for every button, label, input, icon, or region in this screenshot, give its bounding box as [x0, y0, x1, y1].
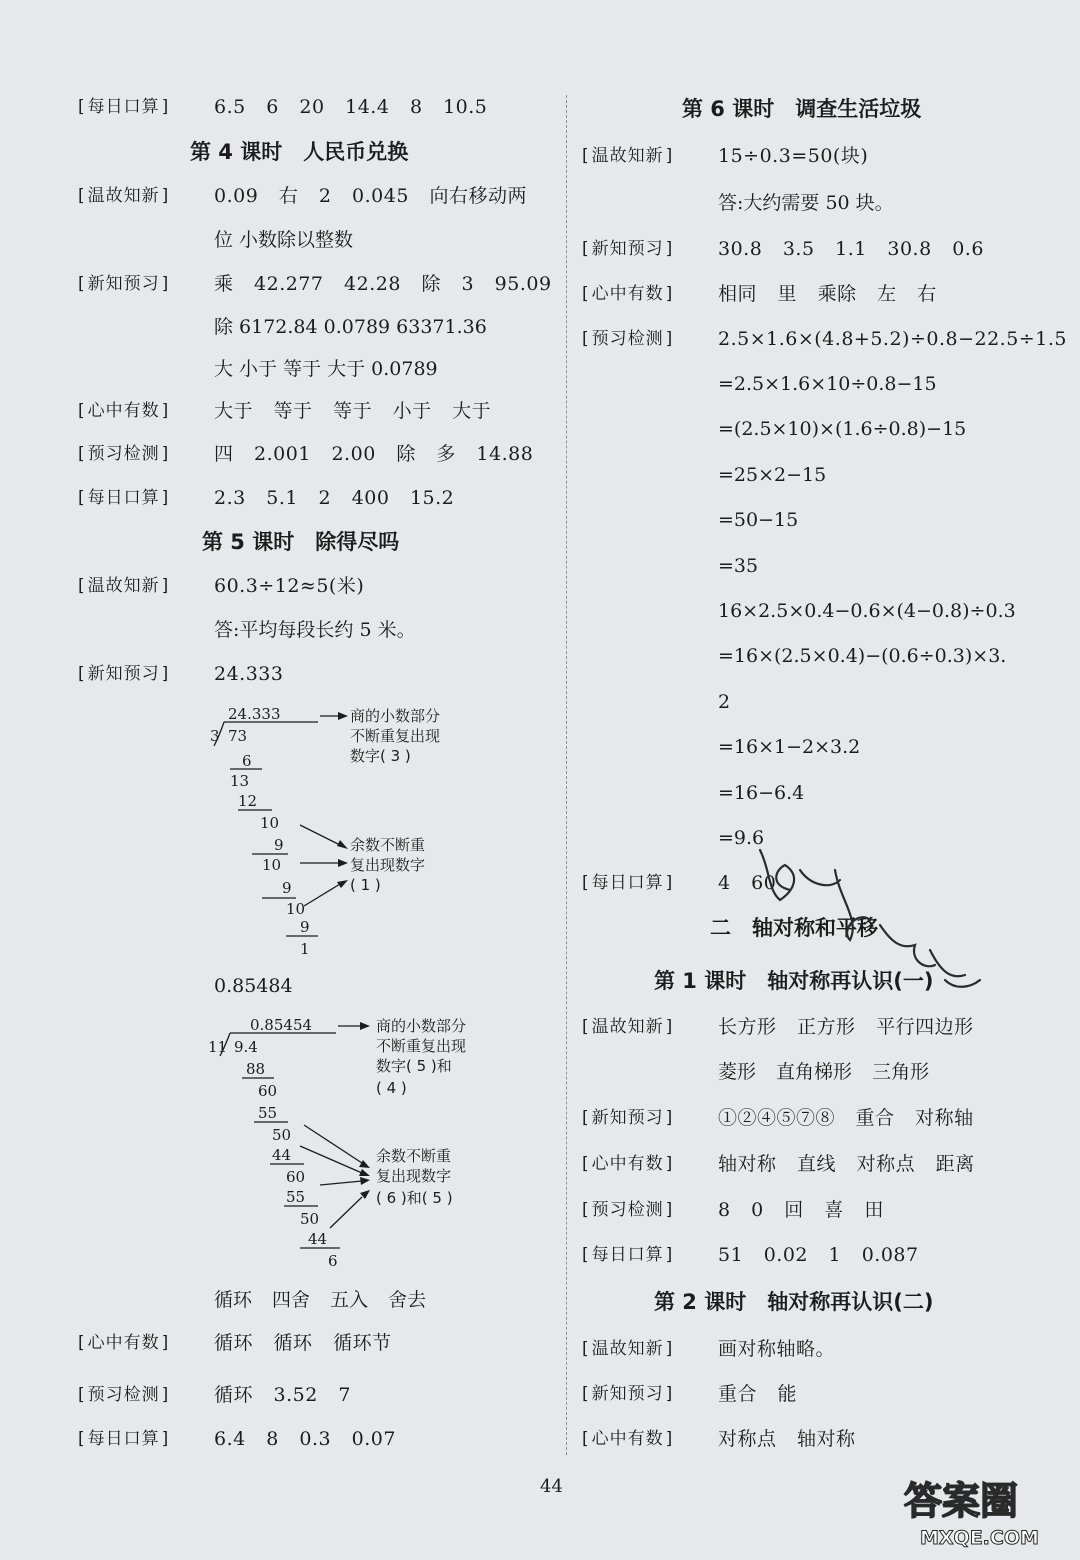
page-number: 44	[540, 1476, 563, 1497]
answer-values: 对称点 轴对称	[718, 1428, 856, 1450]
dividend: 73	[228, 727, 248, 745]
answer-values: 30.8 3.5 1.1 30.8 0.6	[718, 238, 984, 260]
calc-line: =35	[718, 555, 759, 577]
step-value: 13	[230, 772, 250, 790]
section-tag: [ 新知预习 ]	[582, 236, 673, 262]
section-tag: [ 预习检测 ]	[78, 1382, 169, 1408]
answer-line: 答:大约需要 50 块。	[718, 192, 894, 214]
answer-values: 四 2.001 2.00 除 多 14.88	[214, 443, 534, 465]
section-tag: [ 心中有数 ]	[582, 281, 673, 307]
answer-line: 菱形 直角梯形 三角形	[718, 1061, 930, 1083]
annotation-text: 数字( 3 )	[350, 747, 411, 765]
section-tag: [ 温故知新 ]	[582, 143, 673, 169]
section-tag: [ 预习检测 ]	[582, 1197, 673, 1223]
section-tag: [ 每日口算 ]	[78, 1426, 169, 1452]
step-value: 9	[274, 836, 284, 854]
annotation-text: 复出现数字	[376, 1167, 452, 1185]
section-tag: [ 预习检测 ]	[78, 441, 169, 467]
watermark-logo	[898, 1474, 1068, 1552]
section-tag: [ 温故知新 ]	[78, 573, 169, 599]
annotation-text: 不断重复出现	[376, 1037, 467, 1055]
answer-line: 循环 四舍 五入 舍去	[214, 1289, 427, 1311]
step-value: 55	[258, 1104, 278, 1122]
calc-line: 2	[718, 691, 731, 713]
annotation-text: ( 6 )和( 5 )	[376, 1189, 453, 1207]
annotation-text: 复出现数字	[350, 856, 426, 874]
step-value: 60	[286, 1168, 306, 1186]
answer-values: 51 0.02 1 0.087	[718, 1244, 919, 1266]
section-tag: [ 温故知新 ]	[78, 183, 169, 209]
section-tag: [ 预习检测 ]	[582, 326, 673, 352]
calc-line: 2.5×1.6×(4.8+5.2)÷0.8−22.5÷1.5	[718, 328, 1067, 350]
calc-line: =2.5×1.6×10÷0.8−15	[718, 373, 937, 395]
answer-values: 重合 能	[718, 1383, 798, 1405]
step-value: 10	[262, 856, 282, 874]
section-tag: [ 心中有数 ]	[78, 1330, 169, 1356]
step-value: 50	[300, 1210, 320, 1228]
step-value: 10	[286, 900, 306, 918]
lesson-title: 第 2 课时 轴对称再认识(二)	[654, 1290, 934, 1314]
answer-values: 轴对称 直线 对称点 距离	[718, 1153, 975, 1175]
annotation-text: 余数不断重	[376, 1147, 452, 1165]
step-value: 44	[272, 1146, 292, 1164]
step-value: 1	[300, 940, 310, 958]
annotation-text: 商的小数部分	[350, 707, 441, 725]
quotient: 0.85454	[250, 1016, 313, 1034]
answer-values: 循环 循环 循环节	[214, 1332, 392, 1354]
calc-line: =16×(2.5×0.4)−(0.6÷0.3)×3.	[718, 645, 1007, 667]
answer-values: 乘 42.277 42.28 除 3 95.09	[214, 273, 552, 295]
answer-values: 相同 里 乘除 左 右	[718, 283, 937, 305]
answer-values: 8 0 回 喜 田	[718, 1199, 884, 1221]
answer-values: 长方形 正方形 平行四边形	[718, 1016, 974, 1038]
section-tag: [ 每日口算 ]	[582, 1242, 673, 1268]
step-value: 6	[242, 752, 252, 770]
annotation-text: 商的小数部分	[376, 1017, 467, 1035]
section-tag: [ 新知预习 ]	[78, 661, 169, 687]
dividend: 9.4	[234, 1038, 258, 1056]
annotation-text: ( 4 )	[376, 1079, 407, 1097]
calc-line: 16×2.5×0.4−0.6×(4−0.8)÷0.3	[718, 600, 1016, 622]
step-value: 9	[282, 879, 292, 897]
calc-line: =9.6	[718, 827, 765, 849]
step-value: 50	[272, 1126, 292, 1144]
step-value: 12	[238, 792, 258, 810]
calc-line: =(2.5×10)×(1.6÷0.8)−15	[718, 418, 967, 440]
step-value: 6	[328, 1252, 338, 1270]
answer-values: ①②④⑤⑦⑧ 重合 对称轴	[718, 1107, 974, 1129]
annotation-text: ( 1 )	[350, 876, 381, 894]
column-divider	[566, 95, 567, 1455]
lesson-title: 第 6 课时 调查生活垃圾	[682, 97, 922, 121]
step-value: 44	[308, 1230, 328, 1248]
section-tag: [ 心中有数 ]	[582, 1426, 673, 1452]
answer-line: 除 6172.84 0.0789 63371.36	[214, 316, 487, 338]
answer-values: 6.5 6 20 14.4 8 10.5	[214, 96, 488, 118]
divisor: 11	[208, 1038, 228, 1056]
unit-title: 二 轴对称和平移	[710, 916, 878, 940]
long-division-diagram	[200, 1010, 520, 1275]
answer-values: 循环 3.52 7	[214, 1384, 351, 1406]
section-tag: [ 温故知新 ]	[582, 1014, 673, 1040]
answer-values: 24.333	[214, 663, 284, 685]
annotation-text: 数字( 5 )和	[376, 1057, 452, 1075]
answer-values: 2.3 5.1 2 400 15.2	[214, 487, 455, 509]
calc-line: =16−6.4	[718, 782, 805, 804]
answer-line: 位 小数除以整数	[214, 229, 354, 251]
calc-line: =16×1−2×3.2	[718, 736, 861, 758]
answer-values: 6.4 8 0.3 0.07	[214, 1428, 396, 1450]
calc-line: =25×2−15	[718, 464, 827, 486]
long-division-diagram	[200, 700, 500, 960]
handwriting-scribble	[740, 830, 1000, 1010]
section-tag: [ 温故知新 ]	[582, 1336, 673, 1362]
section-tag: [ 新知预习 ]	[582, 1381, 673, 1407]
divisor: 3	[210, 727, 220, 745]
answer-values: 0.09 右 2 0.045 向右移动两	[214, 185, 527, 207]
step-value: 60	[258, 1082, 278, 1100]
step-value: 88	[246, 1060, 266, 1078]
answer-line: 0.85484	[214, 975, 293, 997]
step-value: 9	[300, 918, 310, 936]
answer-values: 60.3÷12≈5(米)	[214, 575, 365, 597]
calc-line: =50−15	[718, 509, 799, 531]
step-value: 10	[260, 814, 280, 832]
lesson-title: 第 4 课时 人民币兑换	[190, 140, 409, 164]
answer-values: 4 60	[718, 872, 777, 894]
section-tag: [ 新知预习 ]	[78, 271, 169, 297]
annotation-text: 不断重复出现	[350, 727, 441, 745]
watermark-url: MXQE.COM	[920, 1527, 1039, 1549]
section-tag: [ 新知预习 ]	[582, 1105, 673, 1131]
section-tag: [ 每日口算 ]	[582, 870, 673, 896]
answer-line: 大 小于 等于 大于 0.0789	[214, 358, 438, 380]
section-tag: [ 心中有数 ]	[582, 1151, 673, 1177]
quotient: 24.333	[228, 705, 281, 723]
answer-values: 大于 等于 等于 小于 大于	[214, 400, 492, 422]
annotation-text: 余数不断重	[350, 836, 426, 854]
step-value: 55	[286, 1188, 306, 1206]
section-tag: [ 每日口算 ]	[78, 94, 169, 120]
answer-values: 15÷0.3=50(块)	[718, 145, 869, 167]
answer-values: 画对称轴略。	[718, 1338, 836, 1360]
lesson-title: 第 1 课时 轴对称再认识(一)	[654, 969, 934, 993]
watermark-main: 答案圈	[904, 1479, 1019, 1523]
lesson-title: 第 5 课时 除得尽吗	[202, 530, 400, 554]
answer-line: 答:平均每段长约 5 米。	[214, 619, 416, 641]
section-tag: [ 每日口算 ]	[78, 485, 169, 511]
section-tag: [ 心中有数 ]	[78, 398, 169, 424]
